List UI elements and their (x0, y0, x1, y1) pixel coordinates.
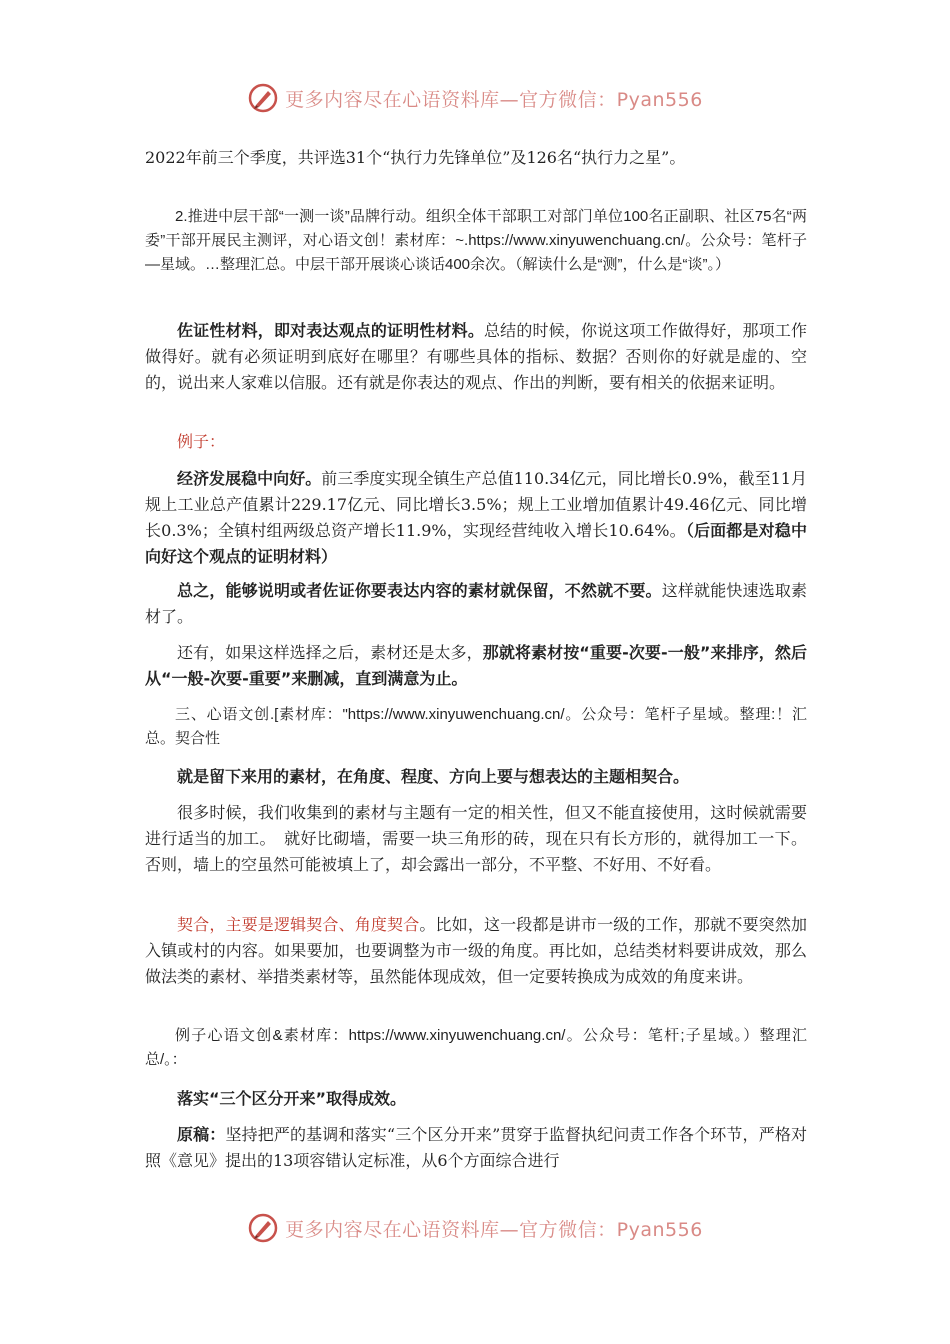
original-draft-text: 坚持把严的基调和落实“三个区分开来”贯穿于监督执纪问责工作各个环节，严格对照《意见》提出的13项容错认定标准，从6个方面综合进行 (145, 1125, 807, 1170)
header-banner (0, 82, 950, 118)
footer-banner (0, 1212, 950, 1248)
logic-fit-heading: 契合，主要是逻辑契合、角度契合 (177, 915, 420, 934)
pen-logo-icon (247, 82, 279, 114)
para-processing: 很多时候，我们收集到的素材与主题有一定的相关性，但又不能直接使用，这时候就需要进行适当的加工。 就好比砌墙，需要一块三角形的砖，现在只有长方形的，就得加工一下。否则，墙上的空虽然可能被填上了，却会露出一部分，不平整、不好用、不好看。 (145, 803, 807, 874)
pen-logo-icon (247, 1212, 279, 1244)
para-fit-definition: 就是留下来用的素材，在角度、程度、方向上要与想表达的主题相契合。 (177, 767, 690, 786)
para-three-distinctions: 落实“三个区分开来”取得成效。 (177, 1089, 407, 1108)
para-logic-fit (145, 912, 807, 990)
sorting-text: 还有，如果这样选择之后，素材还是太多， (177, 643, 483, 662)
para-economy-example (145, 466, 807, 570)
para-supporting-material (145, 318, 807, 396)
para-sorting (145, 640, 807, 692)
banner-text: 更多内容尽在心语资料库—官方微信：Pyan556 (285, 1218, 703, 1241)
economy-text: 前三季度实现全镇生产总值110.34亿元，同比增长0.9%，截至11月规上工业总产值累计229.17亿元、同比增长3.5%；规上工业增加值累计49.46亿元、同比增长0.3%；全镇村组两级总资产增长11.9%，实现经营纯收入增长10.64%。 (145, 469, 807, 540)
para-section-three: 三、心语文创.[素材库："https://www.xinyuwenchuang.cn/。公众号：笔杆子星域。整理:！汇总。契合性 (145, 706, 807, 747)
para-example-label: 例子： (177, 432, 226, 451)
economy-note: （后面都是对稳中向好这个观点的证明材料） (145, 521, 807, 566)
logic-fit-text: 。比如，这一段都是讲市一级的工作，那就不要突然加入镇或村的内容。如果要加，也要调整为市一级的角度。再比如，总结类材料要讲成效，那么做法类的素材、举措类素材等，虽然能体现成效，但一定要转换成为成效的角度来讲。 (145, 915, 807, 986)
supporting-material-heading: 佐证性材料，即对表达观点的证明性材料。 (177, 321, 484, 340)
para-summary (145, 578, 807, 630)
summary-text: 这样就能快速选取素材了。 (145, 581, 807, 626)
banner-text: 更多内容尽在心语资料库—官方微信：Pyan556 (285, 88, 703, 111)
sorting-bold: 那就将素材按“重要-次要-一般”来排序，然后从“一般-次要-重要”来删减，直到满意为止。 (145, 643, 807, 688)
para-cadre-evaluation: 2.推进中层干部“一测一谈”品牌行动。组织全体干部职工对部门单位100名正副职、社区75名“两委”干部开展民主测评，对心语文创！素材库：~.https://www.xinyuwenchuang.cn/。公众号：笔杆子—星域。…整理汇总。中层干部开展谈心谈话400余次。（解读什么是“测”，什么是“谈”。） (145, 208, 807, 273)
para-example-source: 例子心语文创&素材库：https://www.xinyuwenchuang.cn/。公众号：笔杆;子星域。）整理汇总/。： (145, 1027, 807, 1068)
original-draft-label: 原稿： (177, 1125, 226, 1144)
para-original-draft (145, 1122, 807, 1174)
summary-heading: 总之，能够说明或者佐证你要表达内容的素材就保留，不然就不要。 (177, 581, 662, 600)
economy-heading: 经济发展稳中向好。 (177, 469, 322, 488)
para-selection-count: 2022年前三个季度，共评选31个“执行力先锋单位”及126名“执行力之星”。 (145, 148, 686, 167)
supporting-material-text: 总结的时候，你说这项工作做得好，那项工作做得好。就有必须证明到底好在哪里？有哪些具体的指标、数据？否则你的好就是虚的、空的，说出来人家难以信服。还有就是你表达的观点、作出的判断，要有相关的依据来证明。 (145, 321, 807, 392)
